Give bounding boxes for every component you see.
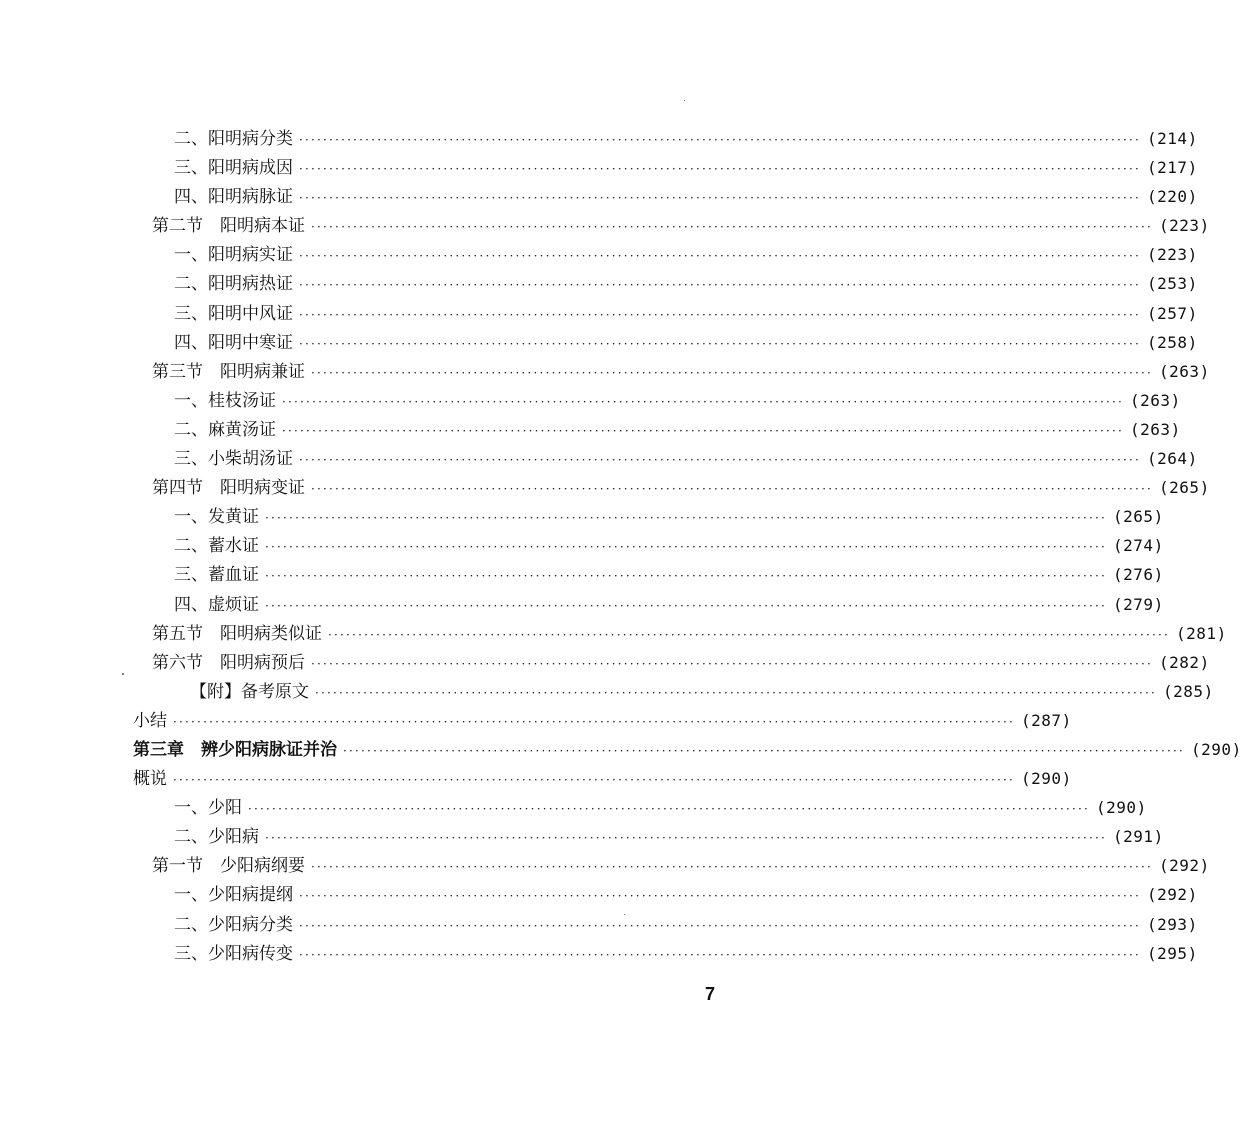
- toc-entry-page: (214): [1147, 129, 1198, 148]
- toc-entry-title: 二、少阳病分类: [174, 914, 293, 935]
- toc-entry-title: 一、少阳病提纲: [174, 885, 293, 906]
- toc-entry-title: 一、少阳: [174, 798, 242, 819]
- toc-entry-page: (223): [1159, 216, 1210, 236]
- toc-entry-title: 二、蓄水证: [174, 536, 259, 557]
- toc-entry-title: 第一节 少阳病纲要: [152, 856, 305, 877]
- toc-entry-page: (274): [1113, 536, 1164, 556]
- toc-entry-page: (282): [1159, 652, 1210, 672]
- toc-entry-title: 三、蓄血证: [174, 565, 259, 586]
- toc-entry-page: (290): [1021, 769, 1072, 789]
- toc-entry-page: (295): [1147, 943, 1198, 963]
- scan-speck: [684, 100, 685, 101]
- dot-leader: ············································································································································: [265, 540, 1108, 555]
- toc-entry-title: 四、阳明中寒证: [174, 332, 293, 353]
- scan-speck: [122, 673, 124, 675]
- toc-entry-title: 二、阳明病热证: [174, 274, 293, 295]
- toc-entry: [0, 939, 1198, 968]
- dot-leader: ············································································································································: [173, 714, 1016, 729]
- dot-leader: ············································································································································: [299, 453, 1142, 468]
- dot-leader: ············································································································································: [311, 860, 1154, 875]
- toc-entry: [0, 415, 1181, 444]
- dot-leader: ············································································································································: [299, 889, 1142, 904]
- toc-entry: [0, 269, 1198, 298]
- toc-entry-page: (290): [1096, 798, 1147, 818]
- toc-entry: [0, 211, 1210, 240]
- toc-entry-title: 小结: [133, 710, 167, 731]
- dot-leader: ············································································································································: [299, 307, 1142, 322]
- toc-entry-page: (263): [1159, 361, 1210, 381]
- toc-entry-page: (290): [1191, 739, 1242, 759]
- toc-entry: [0, 473, 1210, 502]
- dot-leader: ············································································································································: [299, 336, 1142, 351]
- page-number: 7: [704, 984, 715, 1004]
- toc-entry: [0, 531, 1164, 560]
- toc-entry-title: 三、小柴胡汤证: [174, 449, 293, 470]
- dot-leader: ············································································································································: [299, 278, 1142, 293]
- toc-entry-title: 二、少阳病: [174, 827, 259, 848]
- dot-leader: ············································································································································: [299, 133, 1142, 147]
- toc-entry: [0, 502, 1164, 531]
- toc-entry: [0, 328, 1198, 357]
- toc-entry-page: (217): [1147, 158, 1198, 178]
- dot-leader: ············································································································································: [265, 511, 1108, 526]
- scan-speck: [624, 914, 625, 915]
- toc-entry: [0, 793, 1147, 822]
- toc-entry-title: 三、阳明病成因: [174, 158, 293, 179]
- dot-leader: ············································································································································: [299, 249, 1142, 264]
- toc-entry-title: 一、发黄证: [174, 507, 259, 528]
- dot-leader: ············································································································································: [265, 831, 1108, 846]
- dot-leader: ············································································································································: [328, 627, 1171, 642]
- dot-leader: ············································································································································: [343, 743, 1186, 758]
- toc-entry: [0, 444, 1198, 473]
- toc-entry: [0, 619, 1227, 648]
- toc-entry-page: (253): [1147, 274, 1198, 294]
- toc-entry-page: (265): [1113, 507, 1164, 527]
- toc-entry-page: (291): [1113, 827, 1164, 847]
- toc-entry-title: 一、桂枝汤证: [174, 390, 276, 411]
- toc-entry-title: 四、阳明病脉证: [174, 187, 293, 208]
- dot-leader: ············································································································································: [265, 569, 1108, 584]
- toc-entry-page: (263): [1130, 419, 1181, 439]
- toc-entry-title: 第二节 阳明病本证: [152, 216, 305, 237]
- toc-entry-title: 二、麻黄汤证: [174, 419, 276, 440]
- toc-entry-page: (223): [1147, 245, 1198, 265]
- toc-entry-page: (292): [1159, 856, 1210, 876]
- dot-leader: ············································································································································: [265, 598, 1108, 613]
- toc-entry-page: (279): [1113, 594, 1164, 614]
- dot-leader: ············································································································································: [299, 947, 1142, 962]
- toc-entry-title: 一、阳明病实证: [174, 245, 293, 266]
- dot-leader: ············································································································································: [311, 220, 1154, 235]
- toc-entry: [0, 153, 1198, 182]
- toc-entry: [0, 240, 1198, 269]
- toc-entry-page: (257): [1147, 303, 1198, 323]
- dot-leader: ············································································································································: [282, 394, 1125, 409]
- toc-entry: [0, 124, 1198, 153]
- dot-leader: ············································································································································: [315, 685, 1158, 700]
- dot-leader: ············································································································································: [311, 365, 1154, 380]
- toc-entry-title: 第六节 阳明病预后: [152, 652, 305, 673]
- toc-entry: [0, 648, 1210, 677]
- toc-entry-page: (281): [1176, 623, 1227, 643]
- toc-entry: [0, 560, 1164, 589]
- toc-entry-title: 概说: [133, 769, 167, 790]
- toc-entry-title: 第三节 阳明病兼证: [152, 361, 305, 382]
- toc-entry-page: (293): [1147, 914, 1198, 934]
- dot-leader: ············································································································································: [311, 482, 1154, 497]
- toc-entry-title: 三、少阳病传变: [174, 943, 293, 964]
- toc-entry: [0, 590, 1164, 619]
- toc-entry-page: (265): [1159, 478, 1210, 498]
- toc-entry-title: 二、阳明病分类: [174, 129, 293, 149]
- dot-leader: ············································································································································: [173, 773, 1016, 788]
- dot-leader: ············································································································································: [311, 656, 1154, 671]
- toc-entry-page: (287): [1021, 710, 1072, 730]
- toc-entry-title: 三、阳明中风证: [174, 303, 293, 324]
- toc-entry: [0, 357, 1210, 386]
- toc-entry: [0, 822, 1164, 851]
- table-of-contents: [0, 124, 1242, 968]
- toc-entry-title: 第五节 阳明病类似证: [152, 623, 322, 644]
- dot-leader: ············································································································································: [299, 162, 1142, 177]
- toc-entry-title: 四、虚烦证: [174, 594, 259, 615]
- toc-entry: [0, 880, 1198, 909]
- toc-entry: [0, 182, 1198, 211]
- toc-entry: [0, 677, 1214, 706]
- toc-entry-page: (258): [1147, 332, 1198, 352]
- toc-entry-page: (276): [1113, 565, 1164, 585]
- dot-leader: ············································································································································: [299, 918, 1142, 933]
- toc-entry: [0, 735, 1242, 764]
- toc-entry: [0, 299, 1198, 328]
- toc-entry: [0, 706, 1072, 735]
- toc-entry: [0, 764, 1072, 793]
- toc-entry: [0, 910, 1198, 939]
- toc-entry-page: (263): [1130, 390, 1181, 410]
- toc-entry-title: 【附】备考原文: [190, 681, 309, 702]
- dot-leader: ············································································································································: [248, 802, 1091, 817]
- toc-entry-title: 第四节 阳明病变证: [152, 478, 305, 499]
- toc-entry-page: (264): [1147, 449, 1198, 469]
- toc-entry-title: 第三章 辨少阳病脉证并治: [133, 739, 337, 760]
- dot-leader: ············································································································································: [282, 423, 1125, 438]
- toc-entry-page: (220): [1147, 187, 1198, 207]
- toc-entry: [0, 851, 1210, 880]
- toc-entry-page: (285): [1163, 681, 1214, 701]
- dot-leader: ············································································································································: [299, 191, 1142, 206]
- toc-entry-page: (292): [1147, 885, 1198, 905]
- toc-entry: [0, 386, 1181, 415]
